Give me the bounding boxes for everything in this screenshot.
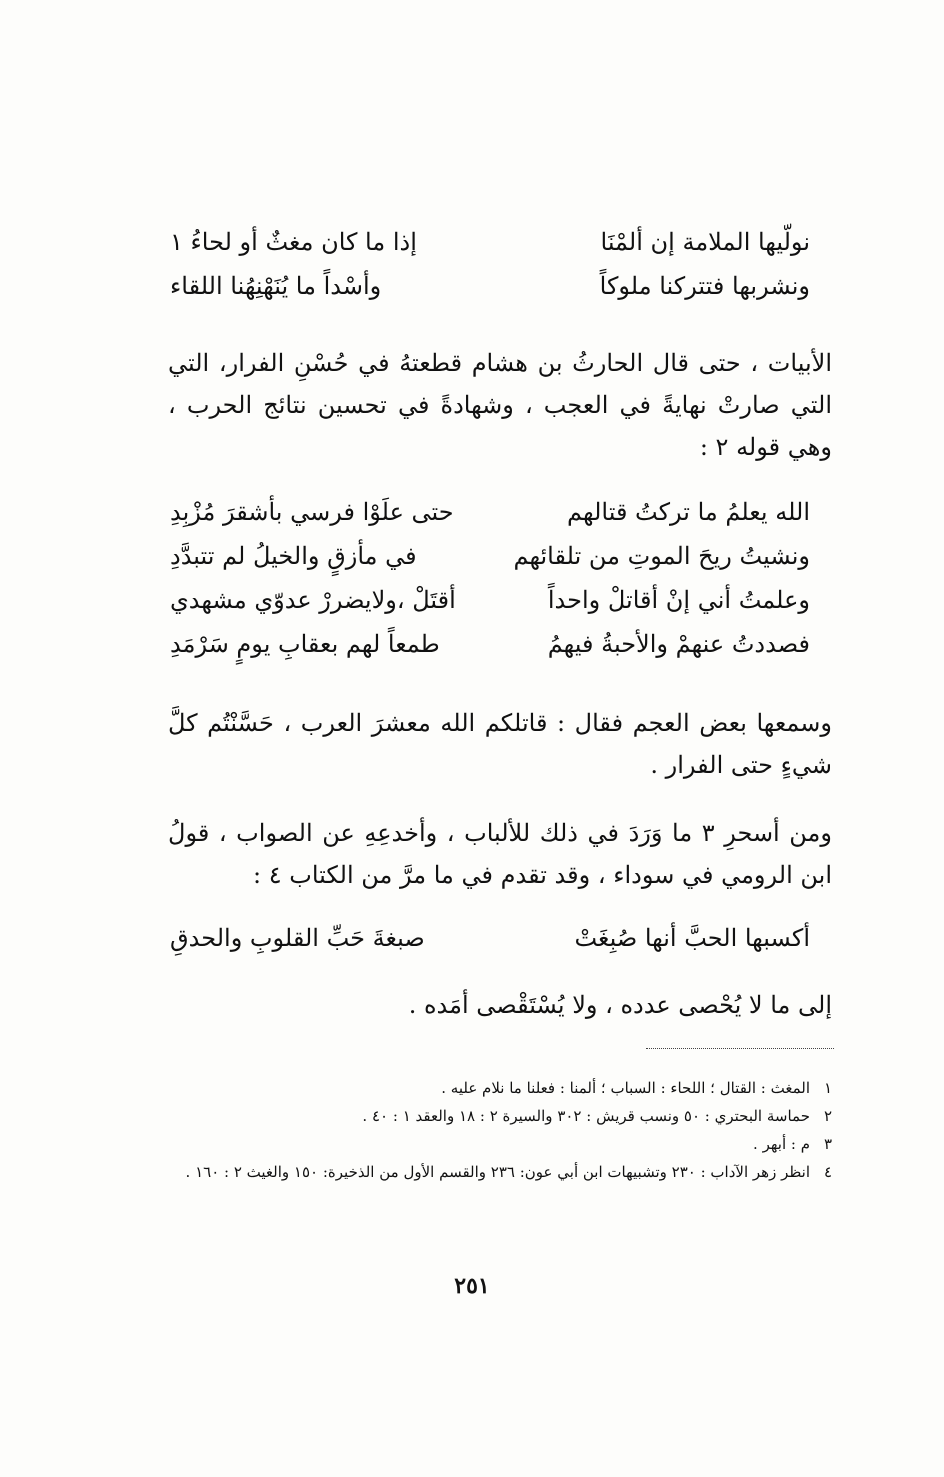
prose-paragraph: الأبيات ، حتى قال الحارثُ بن هشام قطعتهُ في حُسْنِ الفرار، التي التي صارتْ نهايةً في العجب ، وشهادةً في تحسين نتائج الحرب ، وهي قوله ٢ : <box>168 349 832 461</box>
page-number: ٢٥١ <box>454 1273 490 1299</box>
footnote-text: المغث : القتال ؛ اللحاء : السباب ؛ ألمنا : فعلنا ما نلام عليه . <box>441 1079 810 1097</box>
verse-second-hemistich: طمعاً لهم بعقابِ يومٍ سَرْمَدِ <box>170 630 440 658</box>
footnote-number: ١ <box>823 1079 832 1097</box>
footnote-text: م : أبهر . <box>753 1135 810 1153</box>
footnotes <box>168 1074 832 1186</box>
verse-first-hemistich: وعلمتُ أني إنْ أقاتلْ واحداً <box>547 586 810 614</box>
verse-first-hemistich: فصددتُ عنهمْ والأحبةُ فيهمُ <box>547 630 810 658</box>
verse-second-hemistich: إذا ما كان مغثٌ أو لحاءُ ١ <box>170 228 417 256</box>
verse-first-hemistich: أكسبها الحبَّ أنها صُبِغَتْ <box>574 924 810 952</box>
footnote-text: حماسة البحتري : ٥٠ ونسب قريش : ٣٠٢ والسيرة ٢ : ١٨ والعقد ١ : ٤٠ . <box>362 1107 810 1125</box>
prose-paragraph: إلى ما لا يُحْصى عدده ، ولا يُسْتَقْصى أمَده . <box>408 991 832 1019</box>
verse-line <box>170 222 810 262</box>
verse-line <box>170 536 810 576</box>
footnote-text: انظر زهر الآداب : ٢٣٠ وتشبيهات ابن أبي عون: ٢٣٦ والقسم الأول من الذخيرة: ١٥٠ والغيث ٢ : ١٦٠ . <box>185 1163 810 1181</box>
verse-second-hemistich: وأسْداً ما يُنَهْنِهُنا اللقاء <box>170 272 382 300</box>
footnote <box>168 1130 832 1158</box>
verse-line <box>170 266 810 306</box>
verse-line <box>170 492 810 532</box>
footnote-number: ٤ <box>823 1163 832 1181</box>
verse-second-hemistich: أقتَلْ ،ولايضررْ عدوّي مشهدي <box>170 586 456 614</box>
verse-second-hemistich: صبغةَ حَبِّ القلوبِ والحدقِ <box>170 924 425 952</box>
verse-first-hemistich: الله يعلمُ ما تركتُ قتالهم <box>567 498 810 526</box>
footnote <box>168 1102 832 1130</box>
footnote-number: ٣ <box>823 1135 832 1153</box>
verse-line <box>170 918 810 958</box>
verse-first-hemistich: ونشربها فتتركنا ملوكاً <box>599 272 810 300</box>
footnote-divider <box>646 1048 834 1049</box>
verse-second-hemistich: في مأزقٍ والخيلُ لم تتبدَّدِ <box>170 542 417 570</box>
verse-first-hemistich: نولّيها الملامة إن ألمْنَا <box>600 228 810 256</box>
footnote <box>168 1158 832 1186</box>
footnote <box>168 1074 832 1102</box>
verse-line <box>170 624 810 664</box>
prose-paragraph: وسمعها بعض العجم فقال : قاتلكم الله معشرَ العرب ، حَسَّنْتُم كلَّ شيءٍ حتى الفرار . <box>168 709 832 779</box>
verse-second-hemistich: حتى علَوْا فرسي بأشقرَ مُزْبِدِ <box>170 498 454 526</box>
footnote-number: ٢ <box>823 1107 832 1125</box>
verse-first-hemistich: ونشيتُ ريحَ الموتِ من تلقائهم <box>513 542 810 570</box>
verse-line <box>170 580 810 620</box>
prose-paragraph: ومن أسحرِ ٣ ما وَرَدَ في ذلك للألباب ، وأخدعِهِ عن الصواب ، قولُ ابن الرومي في سوداء ، وقد تقدم في ما مرَّ من الكتاب ٤ : <box>168 819 832 889</box>
